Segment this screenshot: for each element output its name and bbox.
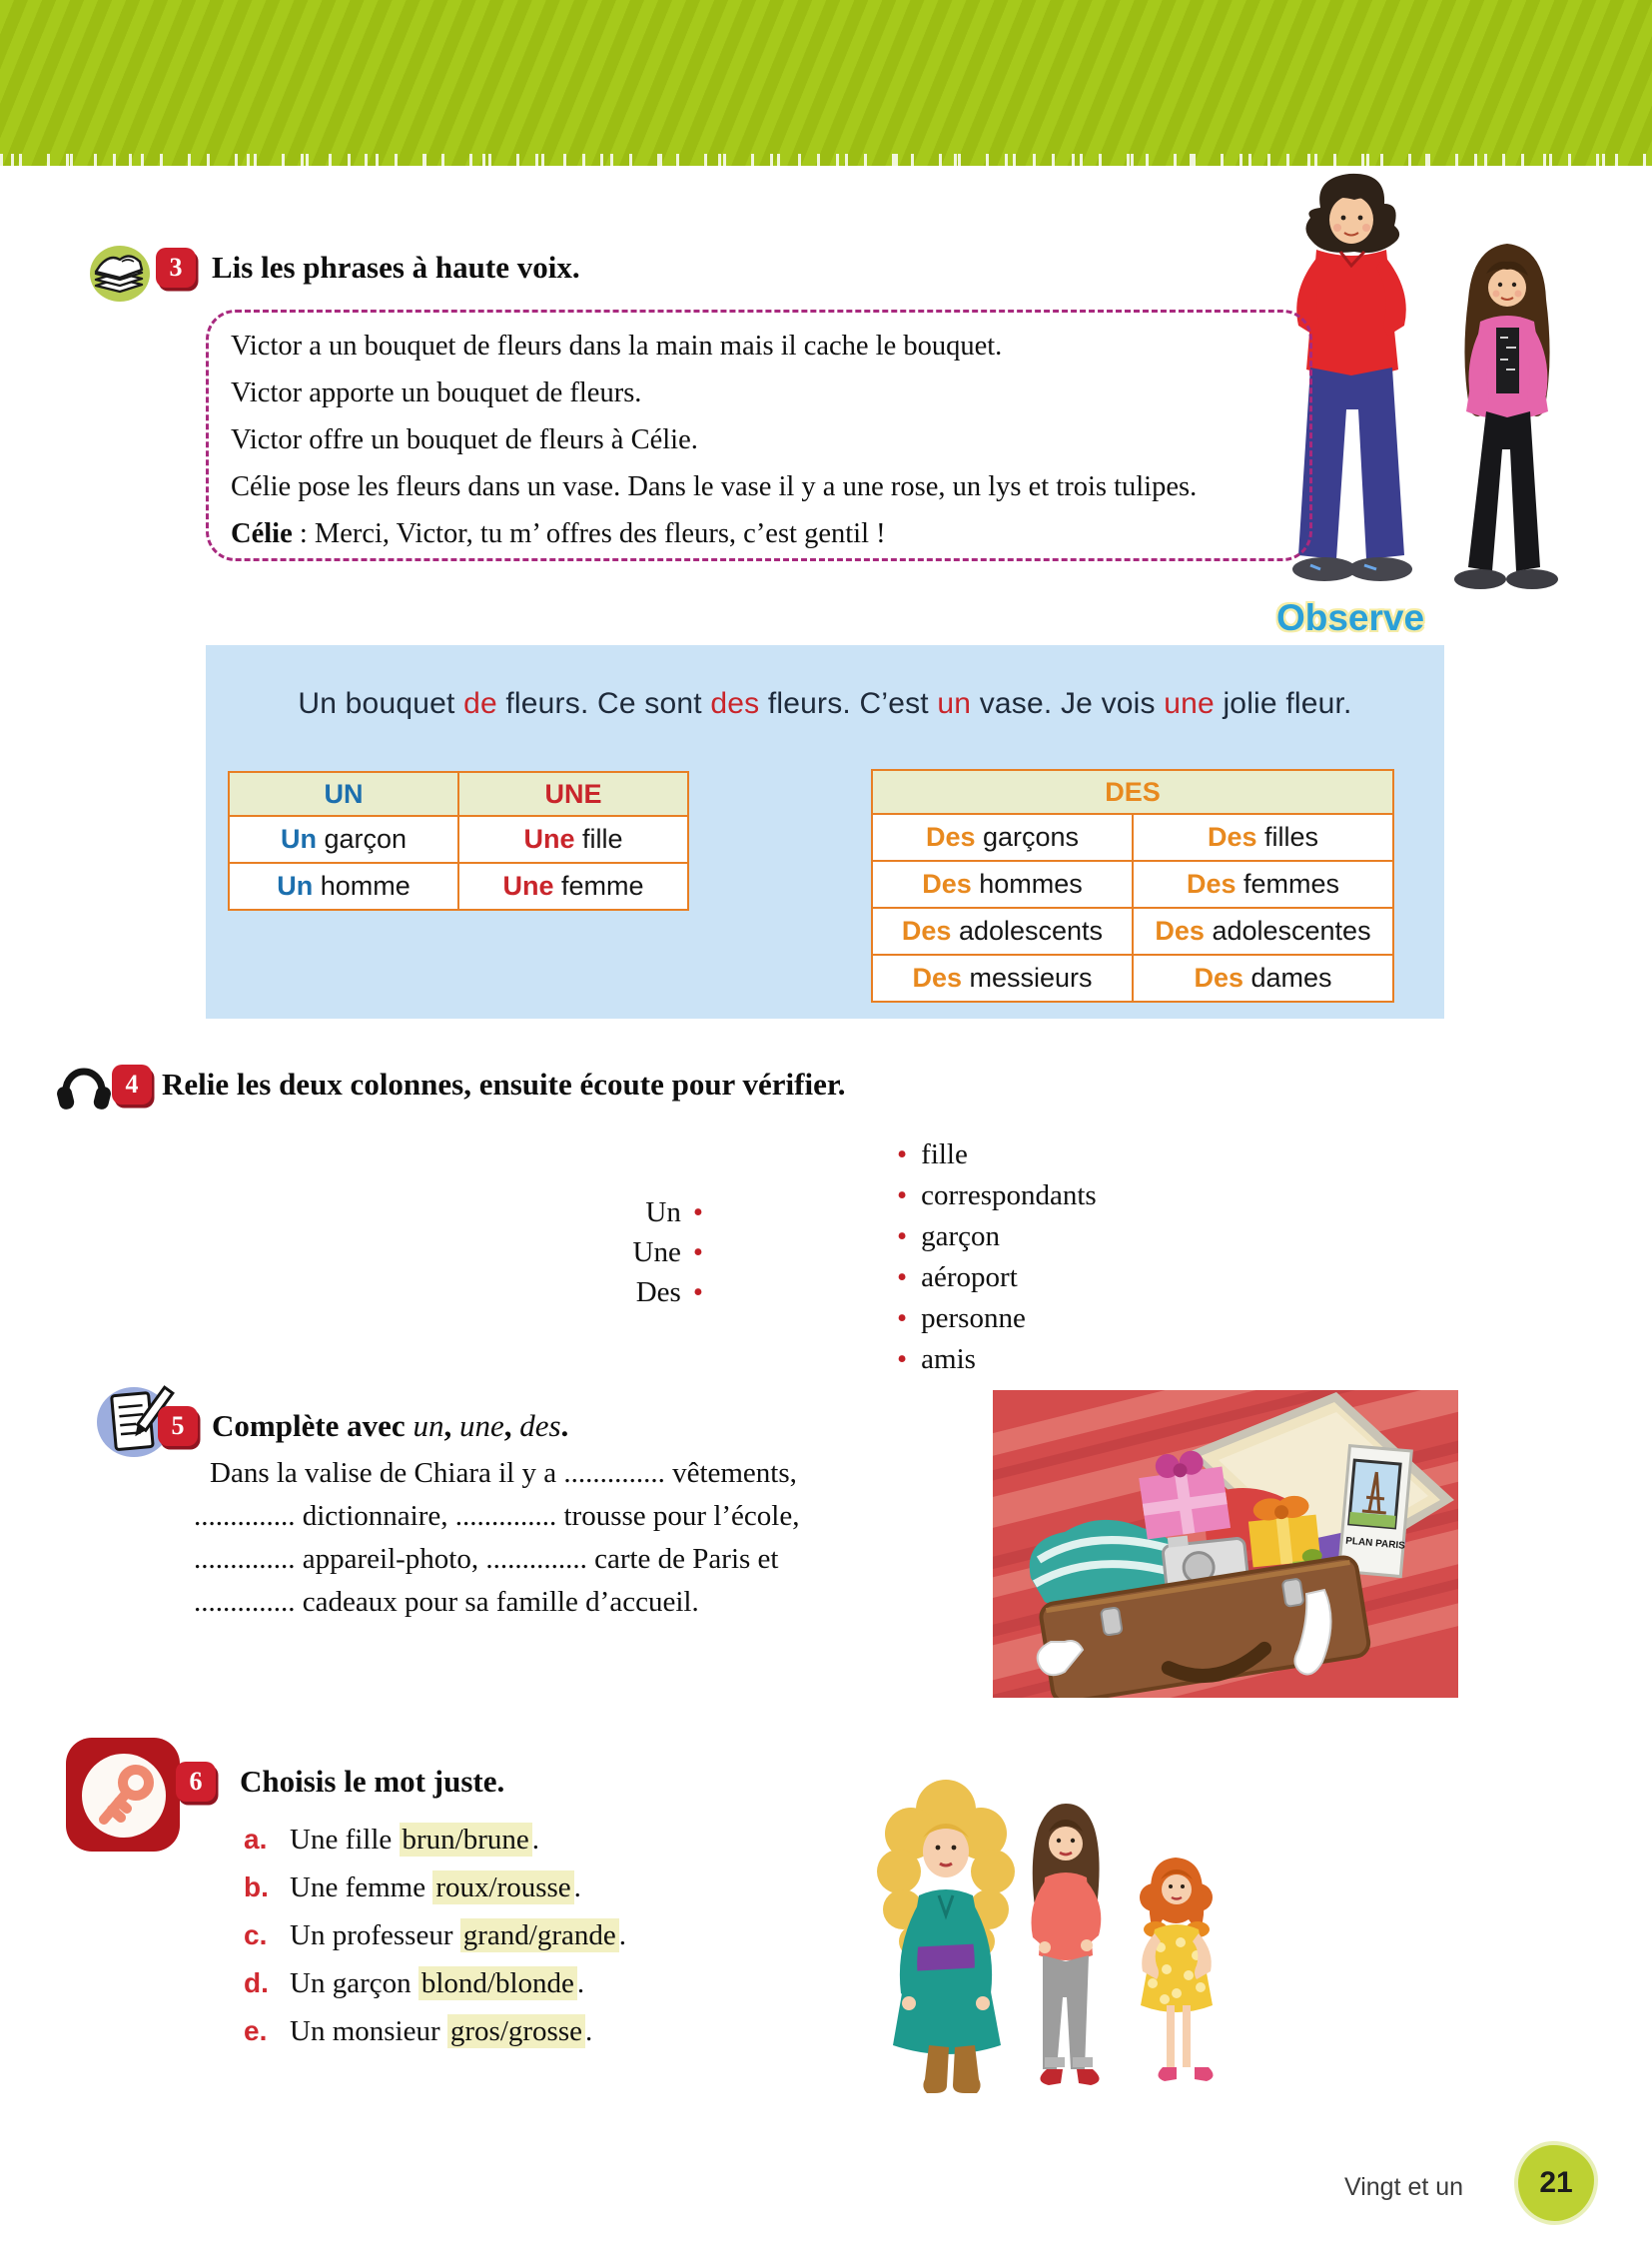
fill-in-line[interactable]: Dans la valise de Chiara il y a .............. vêtements, <box>210 1457 797 1489</box>
three-women-illustration <box>851 1748 1260 2102</box>
match-right-item[interactable]: • correspondants <box>897 1179 1097 1211</box>
match-left-item[interactable]: Des • <box>635 1276 703 1308</box>
suitcase-illustration <box>993 1390 1458 1703</box>
des-table <box>871 769 1394 1003</box>
header-band <box>0 0 1652 166</box>
choices-list <box>244 1824 626 2063</box>
reading-sentences-box <box>206 310 1312 561</box>
table-cell: Des messieurs <box>872 955 1133 1002</box>
match-right-item[interactable]: • garçon <box>897 1220 1001 1252</box>
match-dot[interactable]: • <box>897 1302 908 1334</box>
choice-item: c. Un professeur grand/grande . <box>244 1919 626 1951</box>
table-cell: Une femme <box>458 863 688 910</box>
table-header-un: UN <box>229 772 458 816</box>
table-row <box>229 863 688 910</box>
match-dot[interactable]: • <box>897 1343 908 1375</box>
table-cell: Des femmes <box>1133 861 1393 908</box>
table-cell: Des filles <box>1133 814 1393 861</box>
match-dot[interactable]: • <box>692 1196 703 1228</box>
sentence: Victor offre un bouquet de fleurs à Célie. <box>231 424 698 455</box>
match-dot[interactable]: • <box>692 1236 703 1268</box>
match-dot[interactable]: • <box>897 1179 908 1211</box>
exercise-3-badge: 3 <box>156 248 196 288</box>
sentence: Célie : Merci, Victor, tu m’ offres des fleurs, c’est gentil ! <box>231 518 886 549</box>
sentence: Victor a un bouquet de fleurs dans la main mais il cache le bouquet. <box>231 331 1003 362</box>
choice-pair[interactable]: brun/brune <box>400 1823 532 1857</box>
match-right-item[interactable]: • amis <box>897 1343 976 1375</box>
choice-pair[interactable]: grand/grande <box>460 1918 619 1952</box>
table-row <box>872 861 1393 908</box>
fill-in-line[interactable]: .............. dictionnaire, .............. trousse pour l’école, <box>194 1500 800 1532</box>
exercise-5-badge: 5 <box>158 1406 198 1446</box>
page-number-badge <box>1518 2145 1594 2221</box>
exercise-4-badge: 4 <box>112 1065 152 1105</box>
table-row <box>229 816 688 863</box>
table-cell: Des adolescentes <box>1133 908 1393 955</box>
table-cell: Un homme <box>229 863 458 910</box>
fill-in-line[interactable]: .............. appareil-photo, .............. carte de Paris et <box>194 1543 779 1575</box>
match-dot[interactable]: • <box>692 1276 703 1308</box>
choice-item: b. Une femme roux/rousse . <box>244 1871 581 1903</box>
table-cell: Une fille <box>458 816 688 863</box>
table-header-des: DES <box>872 770 1393 814</box>
table-cell: Des hommes <box>872 861 1133 908</box>
table-header-une: UNE <box>458 772 688 816</box>
fill-in-line[interactable]: .............. cadeaux pour sa famille d’accueil. <box>194 1586 699 1618</box>
match-right-item[interactable]: • fille <box>897 1138 968 1170</box>
match-dot[interactable]: • <box>897 1261 908 1293</box>
sentence: Victor apporte un bouquet de fleurs. <box>231 377 642 408</box>
key-icon <box>66 1738 180 1857</box>
match-left-item[interactable]: Une • <box>632 1236 703 1268</box>
choice-letter: e. <box>244 2015 268 2046</box>
sentence: Célie pose les fleurs dans un vase. Dans le vase il y a une rose, un lys et trois tulipes. <box>231 471 1198 502</box>
exercise-6-badge: 6 <box>176 1762 216 1802</box>
page-number: 21 <box>1539 2166 1573 2199</box>
match-left-item[interactable]: Un • <box>645 1196 703 1228</box>
fill-in-text <box>194 1452 893 1624</box>
table-row <box>872 908 1393 955</box>
headphones-icon <box>56 1055 112 1123</box>
table-cell: Des garçons <box>872 814 1133 861</box>
table-cell: Des dames <box>1133 955 1393 1002</box>
choice-letter: c. <box>244 1919 268 1950</box>
books-icon <box>86 240 152 309</box>
match-right-column <box>897 1134 1097 1380</box>
paris-map-label: PLAN PARIS <box>1344 1535 1406 1552</box>
table-cell: Un garçon <box>229 816 458 863</box>
observe-label: Observe <box>1275 597 1425 638</box>
choice-item: e. Un monsieur gros/grosse . <box>244 2015 593 2047</box>
choice-pair[interactable]: roux/rousse <box>432 1870 573 1904</box>
match-dot[interactable]: • <box>897 1220 908 1252</box>
exercise-3-title: Lis les phrases à haute voix. <box>212 250 580 285</box>
match-right-item[interactable]: • personne <box>897 1302 1026 1334</box>
un-une-table <box>228 771 689 911</box>
choice-pair[interactable]: gros/grosse <box>447 2014 585 2048</box>
choice-pair[interactable]: blond/blonde <box>418 1966 577 2000</box>
exercise-5-title: Complète avec un, une, des. <box>212 1408 569 1443</box>
choice-item: a. Une fille brun/brune . <box>244 1824 540 1856</box>
footer-page-words: Vingt et un <box>1344 2173 1464 2201</box>
observe-box <box>206 645 1444 1019</box>
choice-letter: d. <box>244 1967 269 1998</box>
exercise-6-title: Choisis le mot juste. <box>240 1764 505 1799</box>
choice-letter: a. <box>244 1824 268 1855</box>
table-row <box>872 814 1393 861</box>
table-cell: Des adolescents <box>872 908 1133 955</box>
observe-sentence: Un bouquet de fleurs. Ce sont des fleurs. C’est un vase. Je vois une jolie fleur. <box>298 687 1352 720</box>
choice-item: d. Un garçon blond/blonde . <box>244 1967 585 1999</box>
choice-letter: b. <box>244 1871 269 1902</box>
table-row <box>872 955 1393 1002</box>
match-dot[interactable]: • <box>897 1138 908 1170</box>
exercise-4-title: Relie les deux colonnes, ensuite écoute pour vérifier. <box>162 1067 846 1102</box>
match-left-column <box>535 1192 703 1312</box>
match-right-item[interactable]: • aéroport <box>897 1261 1018 1293</box>
